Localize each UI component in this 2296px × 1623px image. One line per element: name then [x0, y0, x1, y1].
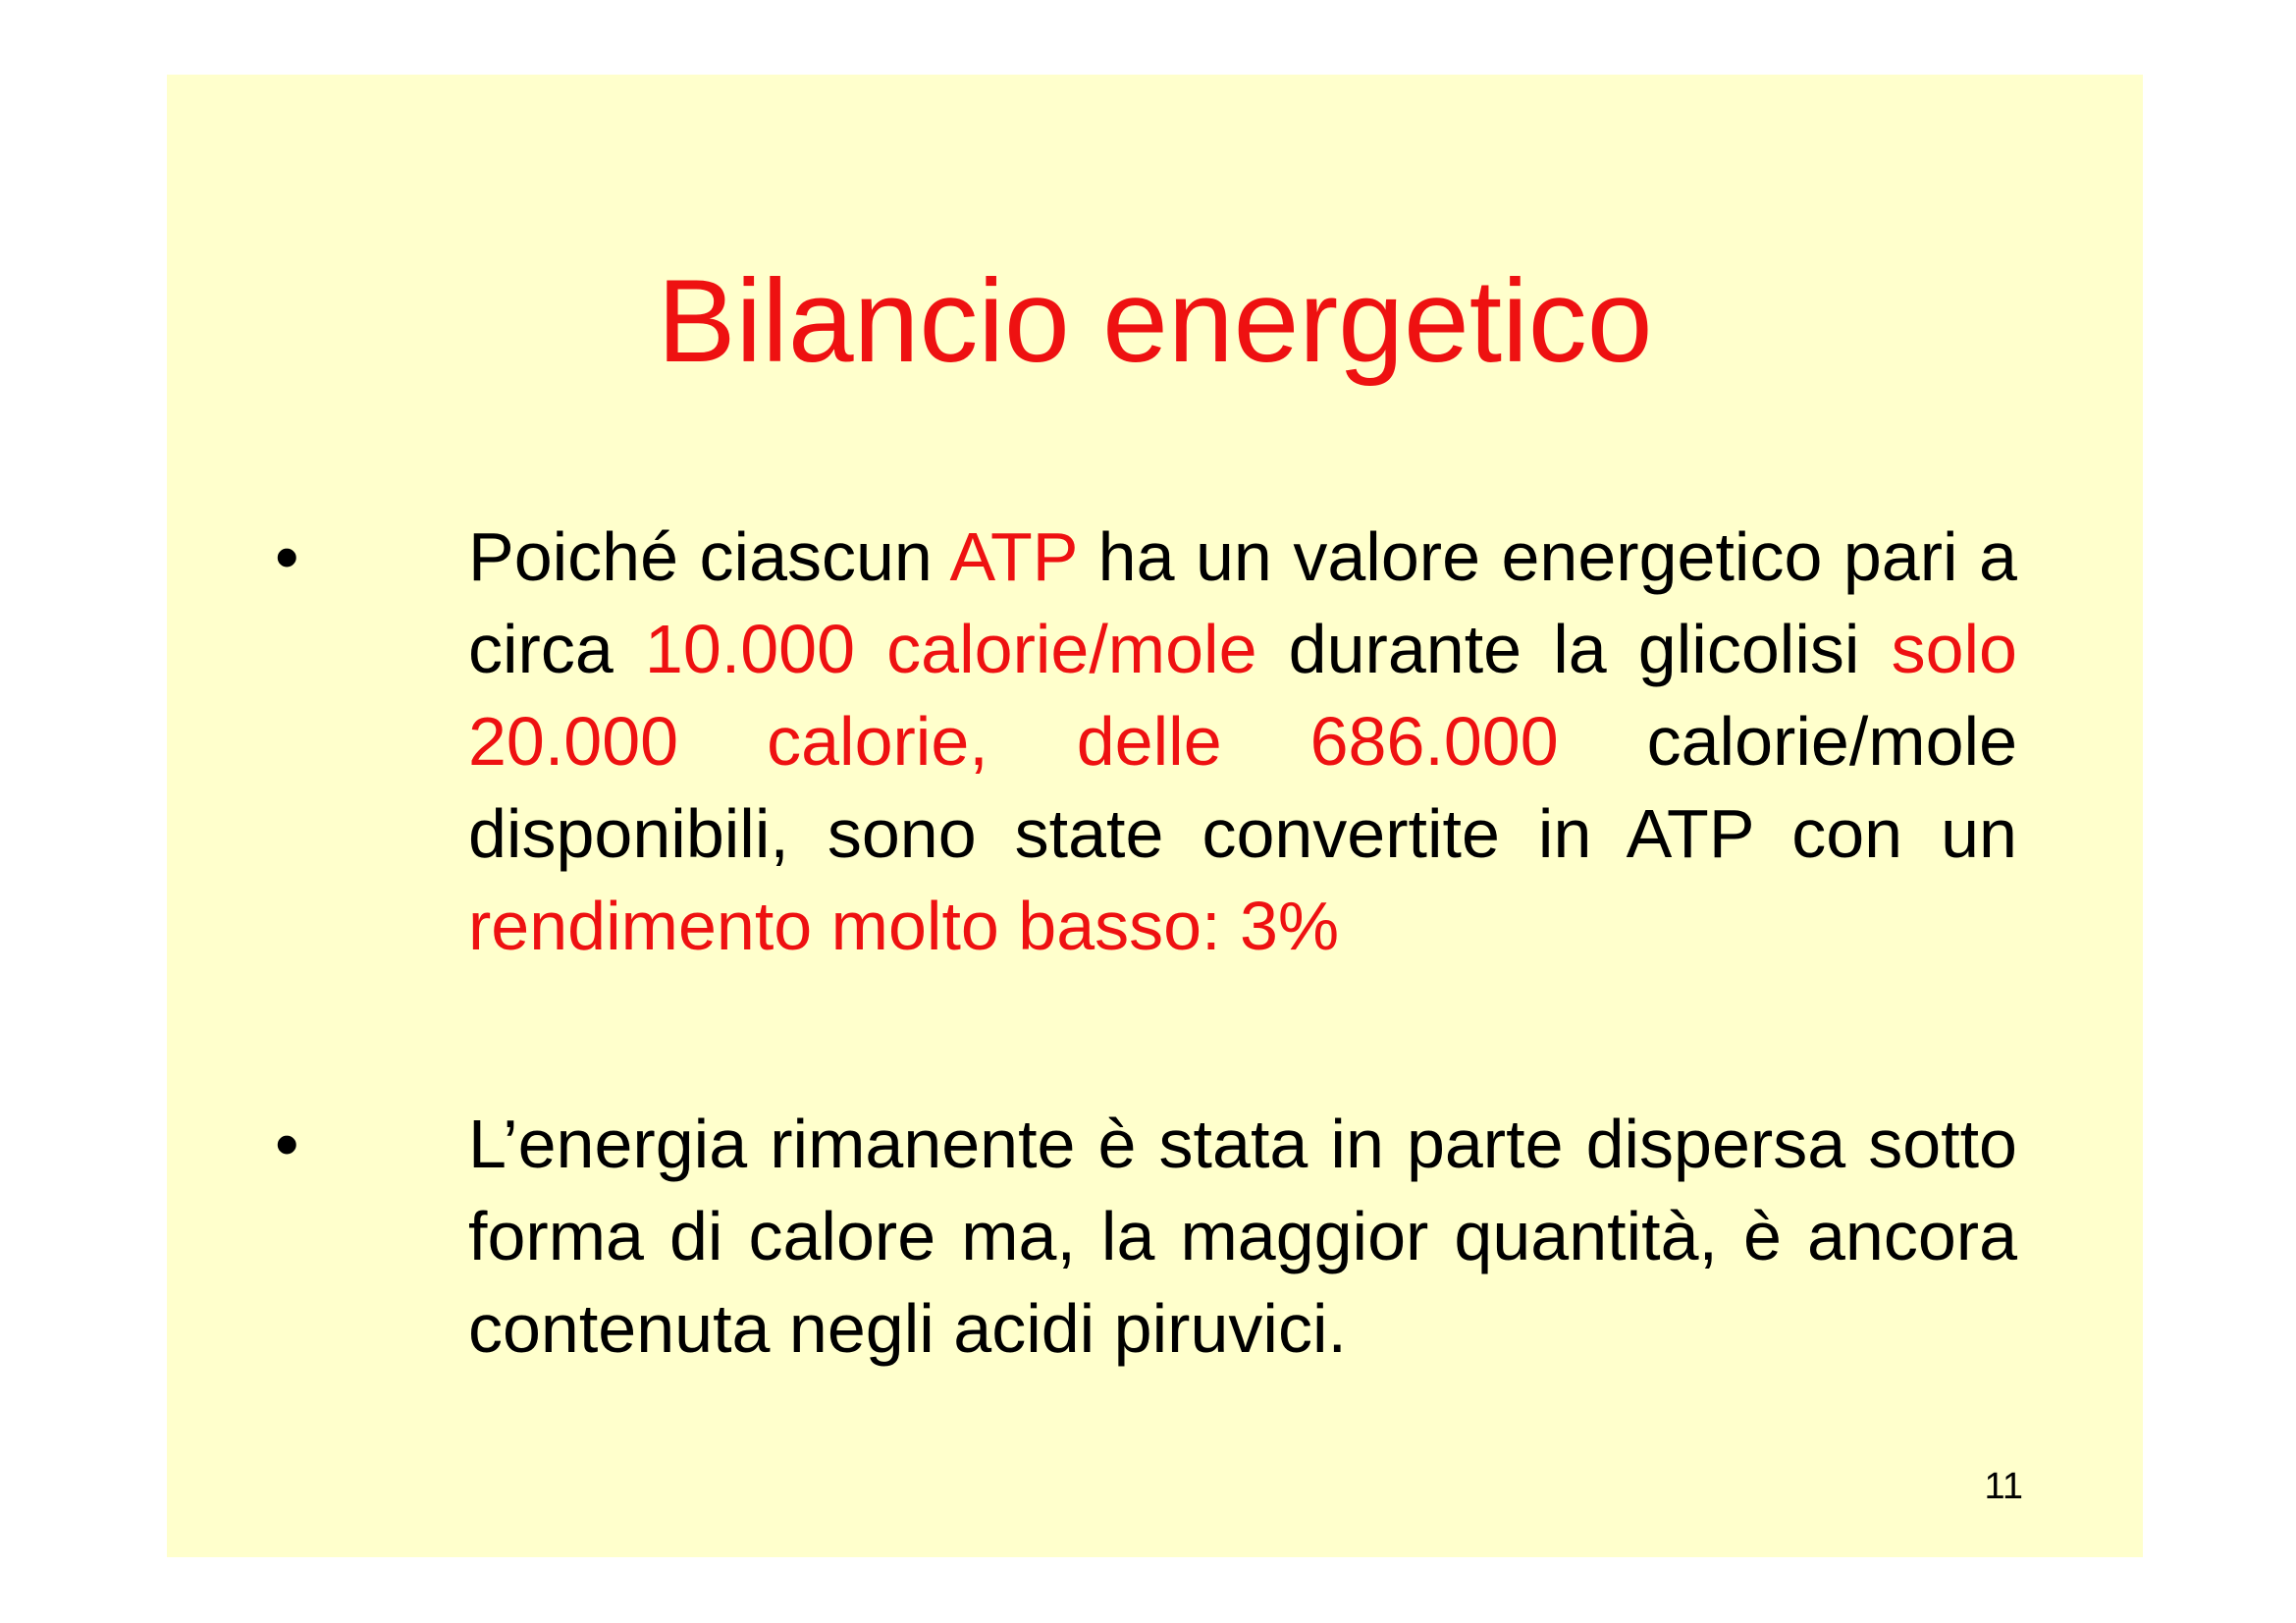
page-number: 11 [1984, 1466, 2023, 1507]
text-segment-highlight: solo 20.000 calorie, delle 686.000 [468, 611, 2017, 780]
bullet-list-1 [275, 511, 2017, 972]
text-segment-highlight: 10.000 calorie/mole [644, 611, 1257, 687]
text-segment: ha un valore energetico pari a circa [468, 518, 2017, 687]
text-segment: L’energia rimanente è stata in parte dispersa sotto forma di calore ma, la maggior quantità, è ancora contenuta negli acidi piruvici. [468, 1106, 2017, 1367]
text-segment: calorie/mole disponibili, sono state convertite in ATP con un [468, 703, 2018, 872]
text-segment: Poiché ciascun [468, 518, 950, 595]
bullet-list-2 [275, 1098, 2017, 1375]
text-segment-highlight: rendimento molto basso: 3% [468, 888, 1340, 964]
text-segment: durante la glicolisi [1256, 611, 1892, 687]
bullet-item-1 [275, 511, 2017, 972]
slide [167, 75, 2143, 1557]
slide-title: Bilancio energetico [657, 255, 1653, 387]
bullet-item-2 [275, 1098, 2017, 1375]
text-segment-highlight: ATP [949, 518, 1078, 595]
bullet-dot-icon: • [275, 518, 299, 595]
bullet-dot-icon: • [275, 1106, 299, 1182]
